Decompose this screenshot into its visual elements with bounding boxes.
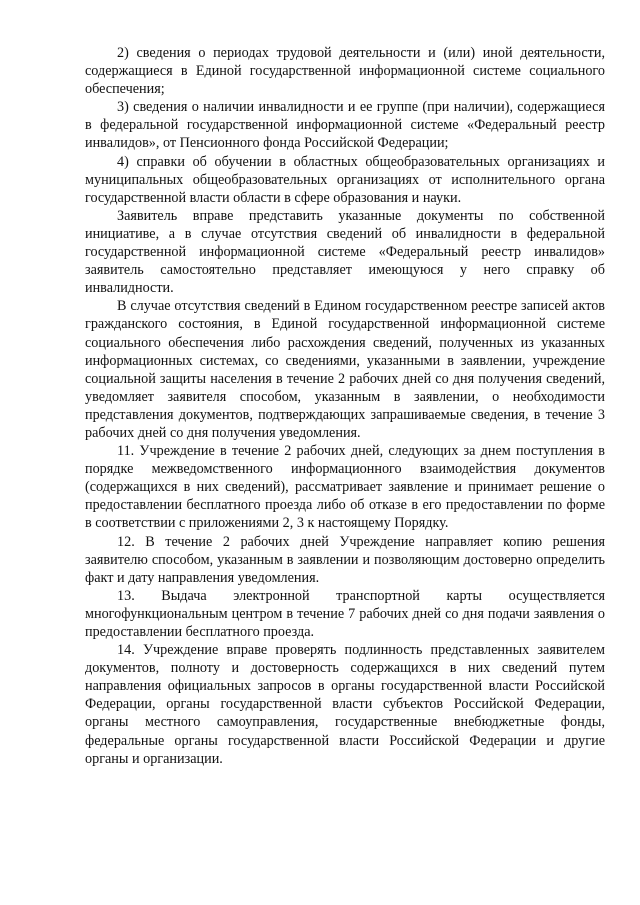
document-page	[85, 44, 605, 768]
paragraph-section-11: 11. Учреждение в течение 2 рабочих дней, следующих за днем поступления в порядке межведомственного информационного взаимодействия документов (содержащихся в них сведений), рассматривает заявление и принимает решение о предоставлении бесплатного проезда либо об отказе в его предоставлении по форме в соответствии с приложениями 2, 3 к настоящему Порядку.	[85, 443, 605, 532]
paragraph-section-12: 12. В течение 2 рабочих дней Учреждение направляет копию решения заявителю способом, указанным в заявлении и позволяющим достоверно определить факт и дату направления уведомления.	[85, 533, 605, 586]
paragraph-item-4: 4) справки об обучении в областных общеобразовательных организациях и муниципальных общеобразовательных организациях от исполнительного органа государственной власти области в сфере образования и науки.	[85, 153, 605, 206]
paragraph-missing-records: В случае отсутствия сведений в Едином государственном реестре записей актов гражданского состояния, в Единой государственной информационной системе социального обеспечения либо расхождения сведений, полученных из указанных информационных системах, со сведениями, указанными в заявлении, учреждение социальной защиты населения в течение 2 рабочих дней со дня получения сведений, уведомляет заявителя способом, указанным в заявлении, о необходимости представления документов, подтверждающих запрашиваемые сведения, в течение 3 рабочих дней со дня получения уведомления.	[85, 298, 605, 441]
paragraph-section-14: 14. Учреждение вправе проверять подлинность представленных заявителем документов, полноту и достоверность содержащихся в них сведений путем направления официальных запросов в органы государственной власти Российской Федерации, органы государственной власти субъектов Российской Федерации, органы местного самоуправления, государственные внебюджетные фонды, федеральные органы государственной власти Российской Федерации и другие органы и организации.	[85, 642, 605, 767]
paragraph-applicant-right: Заявитель вправе представить указанные документы по собственной инициативе, а в случае отсутствия сведений об инвалидности в федеральной государственной информационной системе «Федеральный реестр инвалидов» заявитель самостоятельно представляет имеющуюся у него справку об инвалидности.	[85, 207, 605, 297]
paragraph-item-3: 3) сведения о наличии инвалидности и ее группе (при наличии), содержащиеся в федеральной государственной информационной системе «Федеральный реестр инвалидов», от Пенсионного фонда Российской Федерации;	[85, 99, 605, 152]
paragraph-section-13: 13. Выдача электронной транспортной карты осуществляется многофункциональным центром в течение 7 рабочих дней со дня подачи заявления о предоставлении бесплатного проезда.	[85, 587, 605, 640]
paragraph-item-2: 2) сведения о периодах трудовой деятельности и (или) иной деятельности, содержащиеся в Единой государственной информационной системе социального обеспечения;	[85, 45, 605, 98]
